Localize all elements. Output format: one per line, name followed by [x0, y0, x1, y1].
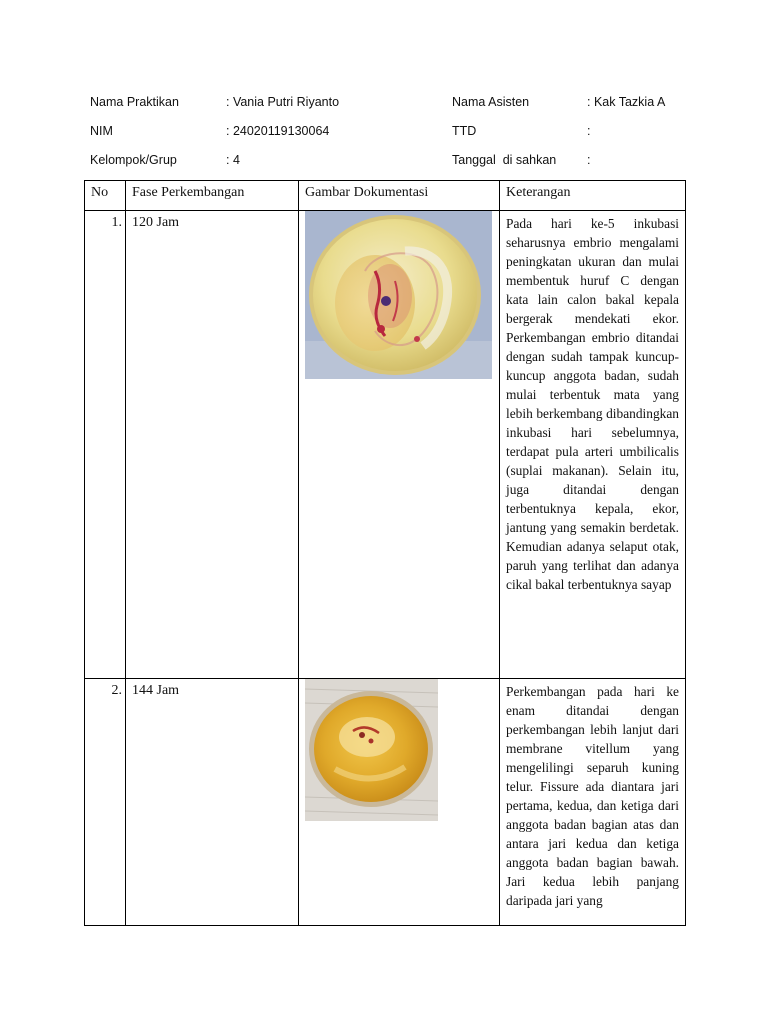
table-header-row — [85, 181, 686, 211]
row-fase: 144 Jam — [126, 679, 299, 926]
nama-asisten-value: : Kak Tazkia A — [587, 95, 666, 109]
tanggal-label: Tanggal di sahkan — [452, 153, 557, 167]
nama-praktikan-value: : Vania Putri Riyanto — [226, 95, 340, 109]
row-keterangan: Perkembangan pada hari ke enam ditandai dengan perkembangan lebih lanjut dari membrane vitellum yang mengelilingi separuh kuning telur. Fissure ada diantara jari pertama, kedua, dan ketiga dari anggota badan bagian atas dan antara jari kedua dan ketiga anggota badan bagian bawah. Jari kedua lebih panjang daripada jari yang — [500, 679, 686, 926]
table-row — [85, 679, 686, 926]
row-keterangan: Pada hari ke-5 inkubasi seharusnya embrio mengalami peningkatan ukuran dan mulai membentuk huruf C dengan kata lain calon bakal kepala bergerak mendekati ekor. Perkembangan embrio ditandai dengan sudah tampak kuncup-kuncup anggota badan, sudah mulai terbentuk mata yang lebih berkembang dibandingkan inkubasi hari sebelumnya, terdapat pula arteri umbilicalis (suplai makanan). Selain itu, juga ditandai dengan terbentuknya kepala, ekor, jantung yang semakin berdetak. Kemudian adanya selaput otak, paruh yang terlihat dan adanya cikal bakal terbentuknya sayap — [500, 211, 686, 679]
column-header-gambar: Gambar Dokumentasi — [299, 181, 500, 211]
row-fase: 120 Jam — [126, 211, 299, 679]
nim-label: NIM — [90, 124, 113, 138]
nim-value: : 24020119130064 — [226, 124, 330, 138]
kelompok-value: : 4 — [226, 153, 240, 167]
column-header-no: No — [85, 181, 126, 211]
development-table — [84, 180, 686, 926]
ttd-label: TTD — [452, 124, 477, 138]
column-header-keterangan: Keterangan — [500, 181, 686, 211]
row-number: 1. — [85, 211, 126, 679]
ttd-value: : — [587, 124, 591, 138]
row-photo-cell — [299, 679, 500, 926]
nama-praktikan-label: Nama Praktikan — [90, 95, 179, 109]
kelompok-label: Kelompok/Grup — [90, 153, 177, 167]
embryo-photo-120h — [305, 211, 492, 379]
column-header-fase: Fase Perkembangan — [126, 181, 299, 211]
row-number: 2. — [85, 679, 126, 926]
tanggal-value: : — [587, 153, 591, 167]
embryo-photo-144h — [305, 679, 438, 821]
nama-asisten-label: Nama Asisten — [452, 95, 530, 109]
row-photo-cell — [299, 211, 500, 679]
table-row — [85, 211, 686, 679]
